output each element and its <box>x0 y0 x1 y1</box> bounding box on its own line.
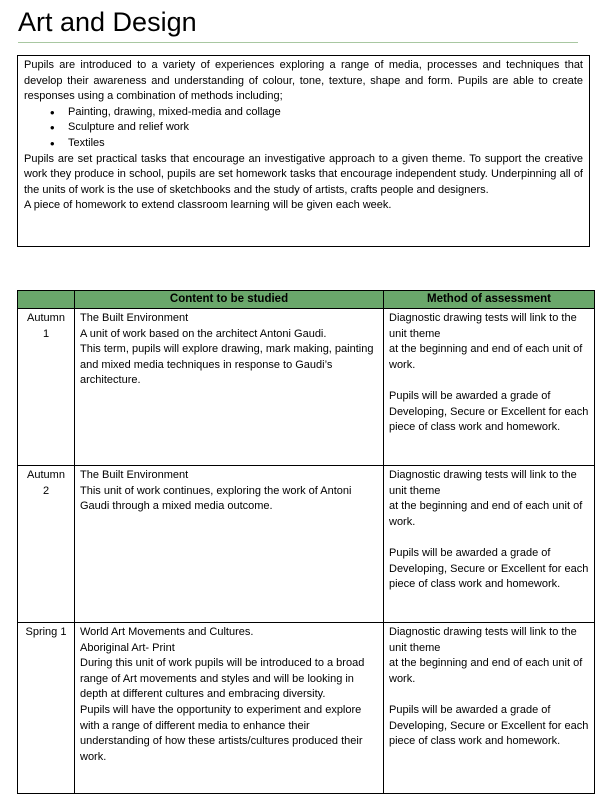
term-label: Spring 1 <box>25 626 67 638</box>
list-item: • Painting, drawing, mixed-media and collage <box>68 105 583 121</box>
assessment-text: Diagnostic drawing tests will link to the unit theme <box>389 469 577 497</box>
title-divider <box>18 42 578 43</box>
term-number: 2 <box>42 484 50 497</box>
assessment-text: Diagnostic drawing tests will link to the unit theme <box>389 626 577 654</box>
term-cell <box>18 309 75 466</box>
unit-description: A unit of work based on the architect Antoni Gaudi. <box>80 327 327 340</box>
grading-text: Pupils will be awarded a grade of Developing, Secure or Excellent for each piece of class work and homework. <box>389 703 589 748</box>
intro-box <box>17 55 590 247</box>
spacer <box>389 687 589 703</box>
table-row <box>18 309 595 466</box>
assessment-header: Method of assessment <box>384 291 595 309</box>
unit-description: This term, pupils will explore drawing, mark making, painting and mixed media techniques in response to Gaudi’s architecture. <box>80 343 374 387</box>
unit-title: The Built Environment <box>80 469 189 481</box>
intro-paragraph: Pupils are introduced to a variety of experiences exploring a range of media, processes and techniques that develop their awareness and understanding of colour, tone, texture, shape and form. Pupils are able to create responses using a combination of methods including; <box>24 59 583 103</box>
assessment-text: Diagnostic drawing tests will link to the unit theme <box>389 312 577 340</box>
term-label: Autumn <box>27 469 65 481</box>
unit-title: World Art Movements and Cultures. <box>80 626 254 638</box>
assessment-cell <box>384 623 595 794</box>
unit-subtitle: Aboriginal Art- Print <box>80 641 175 654</box>
term-header <box>18 291 75 309</box>
content-header: Content to be studied <box>75 291 384 309</box>
content-cell <box>75 466 384 623</box>
table-row <box>18 623 595 794</box>
assessment-cell <box>384 309 595 466</box>
unit-description: Pupils will have the opportunity to experiment and explore with a range of different media to enhance their understanding of how these artists/cultures produced their work. <box>80 703 363 763</box>
unit-description: This unit of work continues, exploring the work of Antoni Gaudi through a mixed media outcome. <box>80 484 352 513</box>
grading-text: Pupils will be awarded a grade of Developing, Secure or Excellent for each piece of class work and homework. <box>389 546 589 591</box>
list-item: • Textiles <box>68 136 583 152</box>
assessment-cell <box>384 466 595 623</box>
term-cell <box>18 623 75 794</box>
spacer <box>389 530 589 546</box>
table-row <box>18 466 595 623</box>
assessment-text: at the beginning and end of each unit of work. <box>389 343 583 371</box>
homework-note: A piece of homework to extend classroom learning will be given each week. <box>24 199 392 212</box>
assessment-text: at the beginning and end of each unit of work. <box>389 657 583 685</box>
content-cell <box>75 309 384 466</box>
methods-list <box>24 105 583 152</box>
content-cell <box>75 623 384 794</box>
grading-text: Pupils will be awarded a grade of Developing, Secure or Excellent for each piece of class work and homework. <box>389 389 589 434</box>
spacer <box>389 373 589 389</box>
curriculum-table <box>17 290 595 794</box>
intro-paragraph: Pupils are set practical tasks that encourage an investigative approach to a given theme. To support the creative work they produce in school, pupils are set homework tasks that encourage independent study. Underpinning all of the units of work is the use of sketchbooks and the study of artists, crafts people and designers. <box>24 152 583 196</box>
term-cell <box>18 466 75 623</box>
unit-description: During this unit of work pupils will be introduced to a broad range of Art movements and styles and will be looking in depth at different cultures and embracing diversity. <box>80 657 365 701</box>
term-label: Autumn <box>27 312 65 324</box>
list-item: • Sculpture and relief work <box>68 120 583 136</box>
unit-title: The Built Environment <box>80 312 189 324</box>
assessment-text: at the beginning and end of each unit of work. <box>389 500 583 528</box>
page-title: Art and Design <box>18 7 197 37</box>
table-header-row <box>18 291 595 309</box>
term-number: 1 <box>42 327 50 340</box>
